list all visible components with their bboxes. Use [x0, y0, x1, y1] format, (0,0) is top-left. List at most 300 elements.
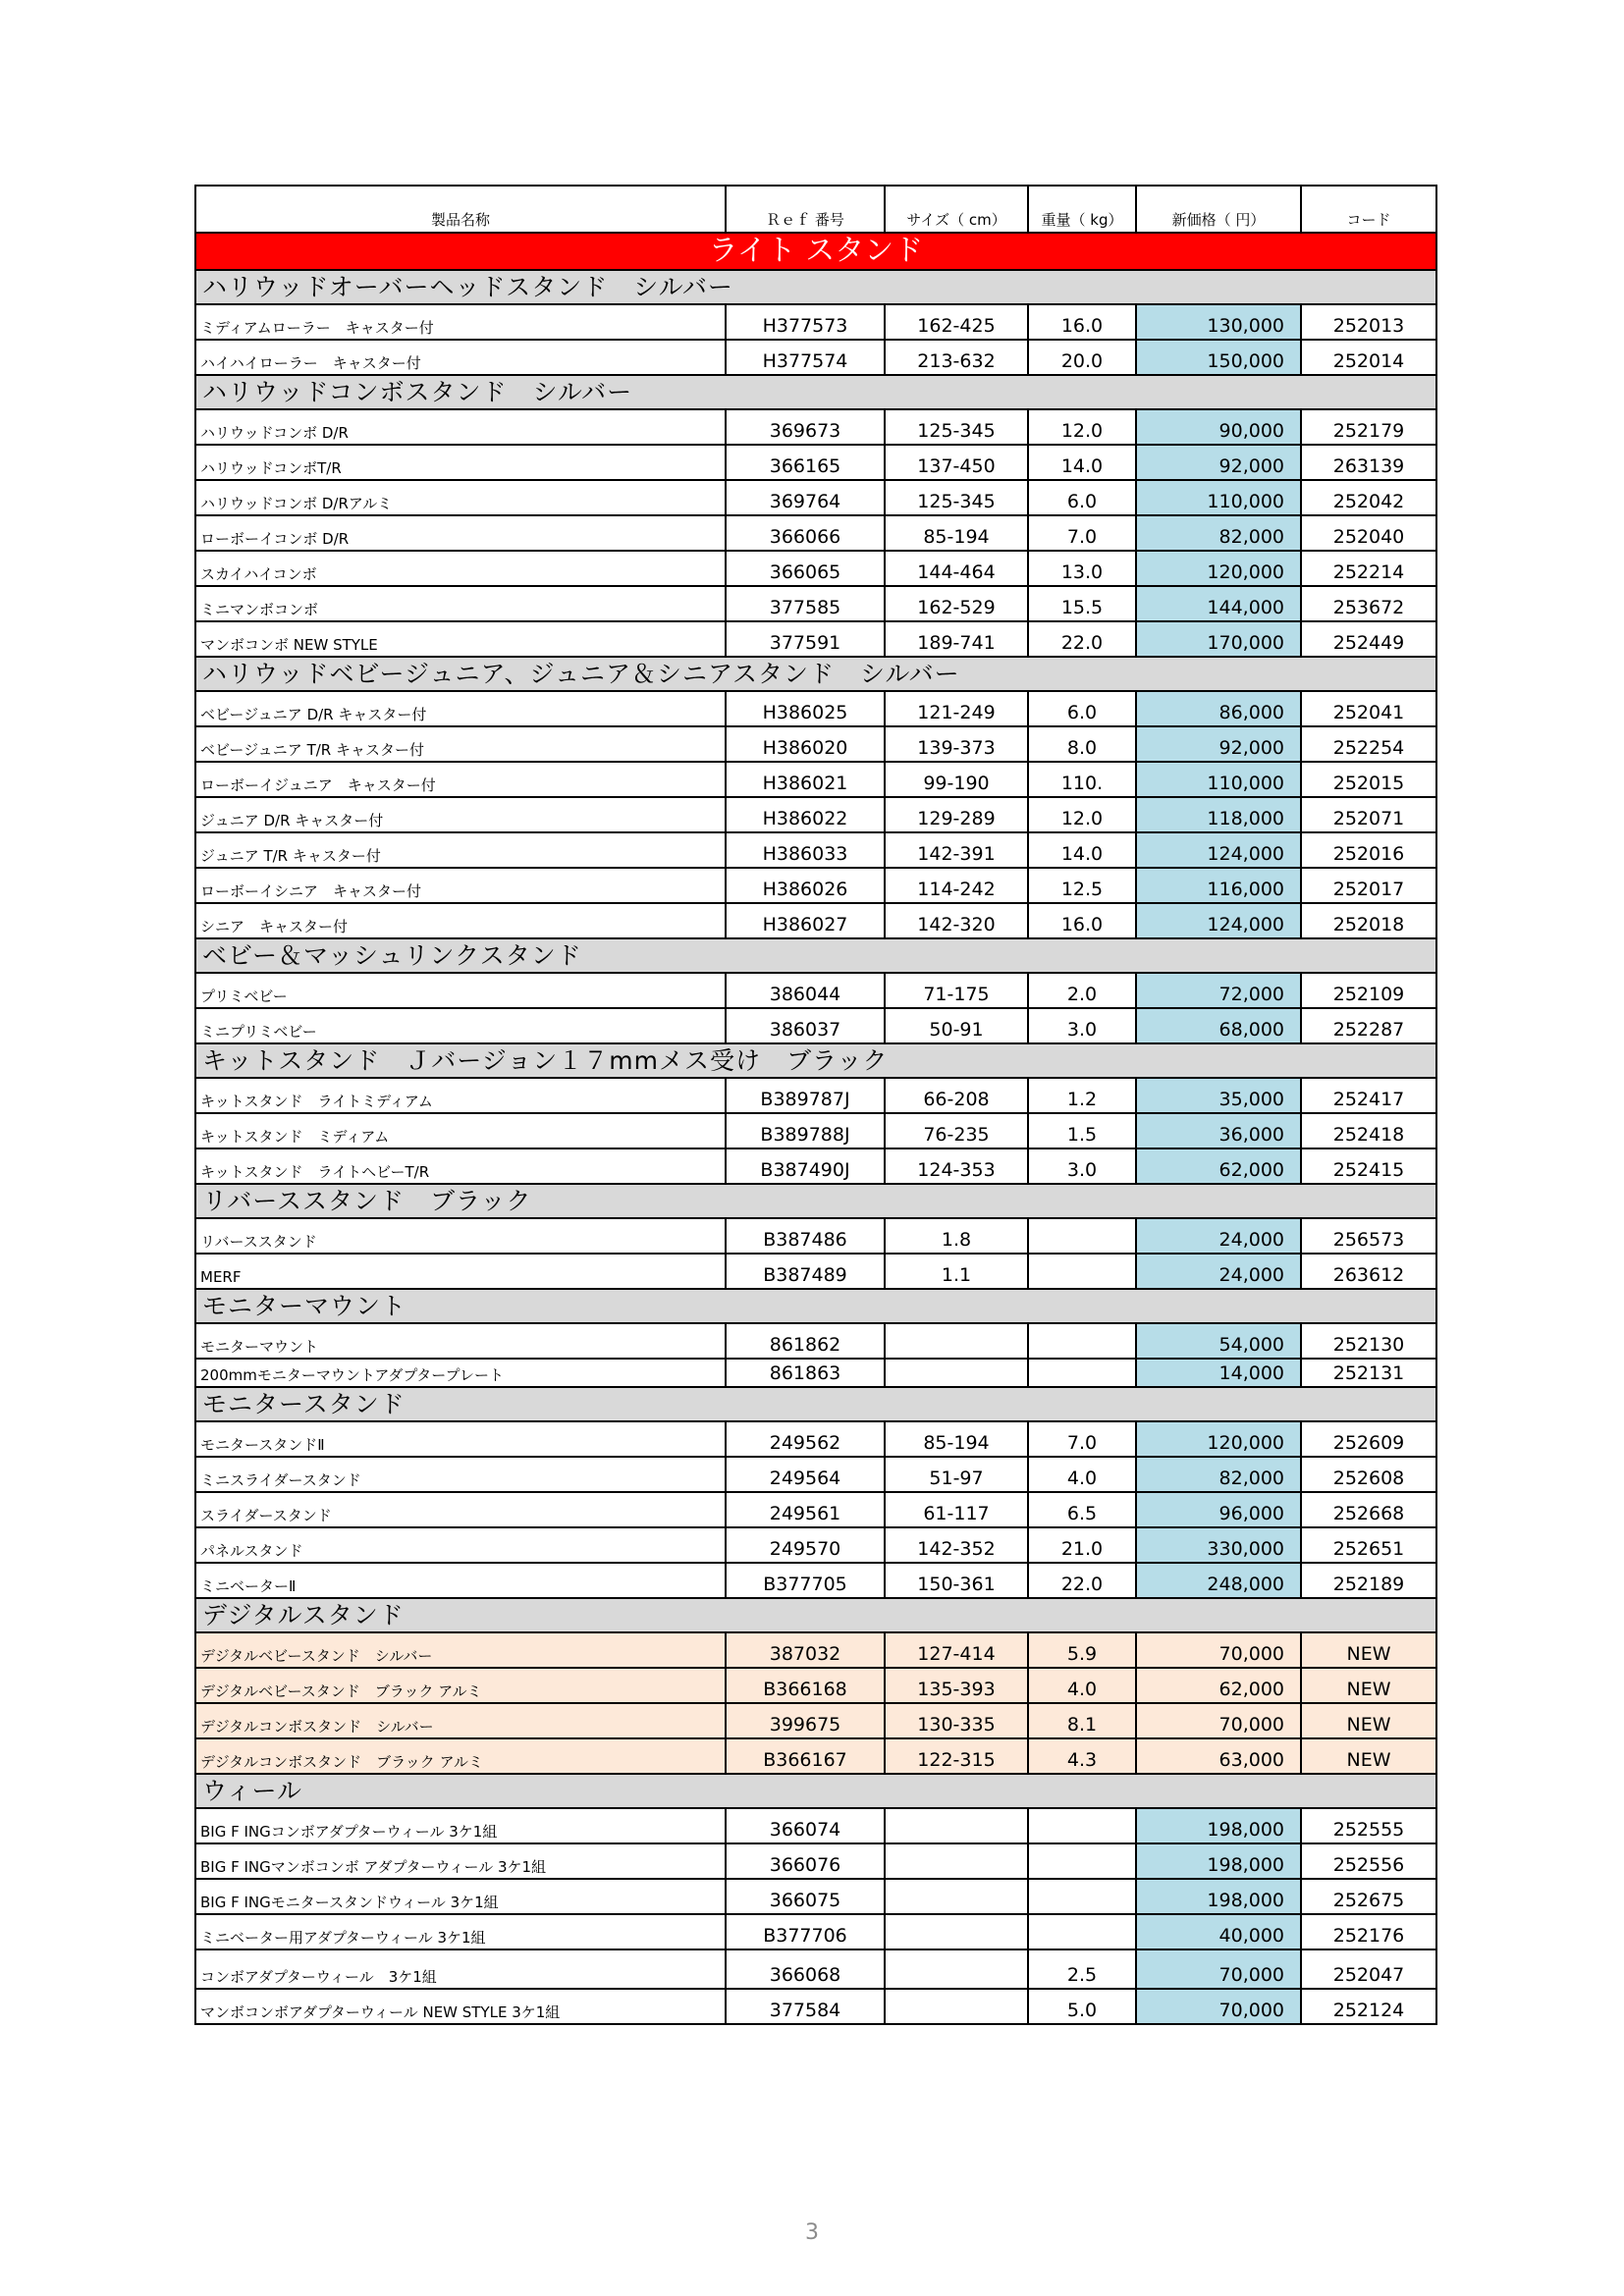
table-row	[195, 726, 1436, 762]
cell-weight: 22.0	[1028, 621, 1136, 657]
cell-size: 135-393	[885, 1668, 1028, 1703]
cell-price: 70,000	[1136, 1949, 1301, 1989]
header-row	[195, 186, 1436, 233]
table-row	[195, 304, 1436, 340]
cell-weight: 3.0	[1028, 1008, 1136, 1043]
cell-ref: 366076	[726, 1843, 885, 1879]
cell-size: 142-320	[885, 903, 1028, 938]
page-number: 3	[805, 2220, 819, 2245]
section-header-row	[195, 938, 1436, 973]
cell-weight: 7.0	[1028, 515, 1136, 551]
cell-weight: 1.5	[1028, 1113, 1136, 1148]
section-header-row	[195, 270, 1436, 304]
cell-price: 68,000	[1136, 1008, 1301, 1043]
cell-name: ローボーイジュニア キャスター付	[195, 762, 726, 797]
table-row	[195, 1421, 1436, 1457]
cell-price: 198,000	[1136, 1879, 1301, 1914]
table-row	[195, 1879, 1436, 1914]
cell-size: 137-450	[885, 445, 1028, 480]
cell-ref: B377706	[726, 1914, 885, 1949]
cell-price: 144,000	[1136, 586, 1301, 621]
cell-ref: H386027	[726, 903, 885, 938]
cell-price: 92,000	[1136, 445, 1301, 480]
cell-ref: B387490J	[726, 1148, 885, 1184]
cell-name: スカイハイコンボ	[195, 551, 726, 586]
cell-code: 252018	[1301, 903, 1436, 938]
cell-weight: 12.0	[1028, 409, 1136, 445]
cell-name: BIG F INGマンボコンボ アダプターウィール 3ケ1組	[195, 1843, 726, 1879]
cell-weight: 12.0	[1028, 797, 1136, 832]
table-row	[195, 1808, 1436, 1843]
table-row	[195, 762, 1436, 797]
cell-name: ミディアムローラー キャスター付	[195, 304, 726, 340]
cell-code: 252418	[1301, 1113, 1436, 1148]
cell-code: 252179	[1301, 409, 1436, 445]
table-row	[195, 1914, 1436, 1949]
cell-name: ジュニア T/R キャスター付	[195, 832, 726, 868]
table-row	[195, 797, 1436, 832]
section-header-row	[195, 1598, 1436, 1632]
cell-size: 213-632	[885, 340, 1028, 375]
cell-size: 114-242	[885, 868, 1028, 903]
table-row	[195, 551, 1436, 586]
category-banner: ライト スタンド	[195, 233, 1436, 270]
cell-ref: H377573	[726, 304, 885, 340]
cell-code: 252109	[1301, 973, 1436, 1008]
cell-ref: 369673	[726, 409, 885, 445]
cell-price: 110,000	[1136, 480, 1301, 515]
cell-name: マンボコンボアダプターウィール NEW STYLE 3ケ1組	[195, 1989, 726, 2024]
cell-price: 62,000	[1136, 1668, 1301, 1703]
cell-weight: 14.0	[1028, 832, 1136, 868]
section-title: ハリウッドオーバーヘッドスタンド シルバー	[195, 270, 1436, 304]
cell-size: 85-194	[885, 515, 1028, 551]
cell-ref: 386044	[726, 973, 885, 1008]
cell-name: ハリウッドコンボ D/R	[195, 409, 726, 445]
cell-code: 252013	[1301, 304, 1436, 340]
cell-ref: B389787J	[726, 1078, 885, 1113]
cell-size: 66-208	[885, 1078, 1028, 1113]
cell-code: 252608	[1301, 1457, 1436, 1492]
header-ref: Ｒｅｆ 番号	[726, 186, 885, 233]
section-header-row	[195, 1774, 1436, 1808]
cell-weight	[1028, 1808, 1136, 1843]
cell-ref: B389788J	[726, 1113, 885, 1148]
section-header-row	[195, 1387, 1436, 1421]
cell-size: 122-315	[885, 1738, 1028, 1774]
table-row	[195, 1738, 1436, 1774]
cell-code: 252124	[1301, 1989, 1436, 2024]
table-row	[195, 1703, 1436, 1738]
cell-size: 150-361	[885, 1563, 1028, 1598]
cell-ref: 399675	[726, 1703, 885, 1738]
cell-weight: 7.0	[1028, 1421, 1136, 1457]
cell-size: 142-352	[885, 1527, 1028, 1563]
cell-ref: 366165	[726, 445, 885, 480]
cell-price: 36,000	[1136, 1113, 1301, 1148]
table-row	[195, 515, 1436, 551]
cell-name: キットスタンド ライトミディアム	[195, 1078, 726, 1113]
cell-price: 118,000	[1136, 797, 1301, 832]
cell-weight: 6.0	[1028, 691, 1136, 726]
cell-size: 1.8	[885, 1218, 1028, 1254]
cell-weight: 2.0	[1028, 973, 1136, 1008]
header-weight: 重量（ kg）	[1028, 186, 1136, 233]
section-header-row	[195, 1184, 1436, 1218]
header-code: コード	[1301, 186, 1436, 233]
cell-name: シニア キャスター付	[195, 903, 726, 938]
cell-name: キットスタンド ミディアム	[195, 1113, 726, 1148]
cell-ref: 386037	[726, 1008, 885, 1043]
cell-weight: 6.5	[1028, 1492, 1136, 1527]
section-title: モニターマウント	[195, 1289, 1436, 1323]
cell-weight: 8.0	[1028, 726, 1136, 762]
price-list-table	[194, 185, 1437, 2025]
table-row	[195, 903, 1436, 938]
cell-price: 70,000	[1136, 1632, 1301, 1668]
cell-code: 252017	[1301, 868, 1436, 903]
cell-size: 76-235	[885, 1113, 1028, 1148]
cell-price: 248,000	[1136, 1563, 1301, 1598]
cell-price: 24,000	[1136, 1254, 1301, 1289]
cell-weight: 110.	[1028, 762, 1136, 797]
header-price: 新価格（ 円）	[1136, 186, 1301, 233]
section-title: ハリウッドコンボスタンド シルバー	[195, 375, 1436, 409]
category-banner-row	[195, 233, 1436, 270]
cell-code: 252016	[1301, 832, 1436, 868]
cell-size: 50-91	[885, 1008, 1028, 1043]
cell-size: 51-97	[885, 1457, 1028, 1492]
cell-name: ハリウッドコンボ D/Rアルミ	[195, 480, 726, 515]
cell-size	[885, 1949, 1028, 1989]
cell-name: ハイハイローラー キャスター付	[195, 340, 726, 375]
cell-name: BIG F INGコンボアダプターウィール 3ケ1組	[195, 1808, 726, 1843]
cell-price: 72,000	[1136, 973, 1301, 1008]
cell-ref: 377584	[726, 1989, 885, 2024]
cell-code: 252555	[1301, 1808, 1436, 1843]
cell-size	[885, 1323, 1028, 1359]
table-row	[195, 1527, 1436, 1563]
cell-name: スライダースタンド	[195, 1492, 726, 1527]
cell-ref: B377705	[726, 1563, 885, 1598]
cell-size	[885, 1989, 1028, 2024]
cell-weight: 13.0	[1028, 551, 1136, 586]
cell-price: 120,000	[1136, 551, 1301, 586]
cell-price: 70,000	[1136, 1989, 1301, 2024]
cell-ref: 369764	[726, 480, 885, 515]
table-row	[195, 832, 1436, 868]
cell-price: 24,000	[1136, 1218, 1301, 1254]
cell-code: 263612	[1301, 1254, 1436, 1289]
cell-code: NEW	[1301, 1668, 1436, 1703]
section-title: キットスタンド Ｊバージョン１７mmメス受け ブラック	[195, 1043, 1436, 1078]
cell-code: 252415	[1301, 1148, 1436, 1184]
cell-ref: 377585	[726, 586, 885, 621]
cell-price: 35,000	[1136, 1078, 1301, 1113]
section-title: ベビー＆マッシュリンクスタンド	[195, 938, 1436, 973]
cell-code: 253672	[1301, 586, 1436, 621]
section-header-row	[195, 375, 1436, 409]
cell-price: 40,000	[1136, 1914, 1301, 1949]
cell-ref: 387032	[726, 1632, 885, 1668]
table-row	[195, 621, 1436, 657]
cell-weight	[1028, 1359, 1136, 1387]
cell-weight: 1.2	[1028, 1078, 1136, 1113]
table-row	[195, 1668, 1436, 1703]
cell-weight: 16.0	[1028, 304, 1136, 340]
cell-weight	[1028, 1323, 1136, 1359]
cell-weight: 14.0	[1028, 445, 1136, 480]
cell-code: 256573	[1301, 1218, 1436, 1254]
table-row	[195, 1323, 1436, 1359]
cell-code: 252287	[1301, 1008, 1436, 1043]
cell-weight: 20.0	[1028, 340, 1136, 375]
cell-price: 124,000	[1136, 832, 1301, 868]
table-row	[195, 1632, 1436, 1668]
section-header-row	[195, 1043, 1436, 1078]
cell-code: 252449	[1301, 621, 1436, 657]
cell-price: 54,000	[1136, 1323, 1301, 1359]
cell-size: 124-353	[885, 1148, 1028, 1184]
cell-size: 144-464	[885, 551, 1028, 586]
cell-size: 71-175	[885, 973, 1028, 1008]
cell-price: 70,000	[1136, 1703, 1301, 1738]
table-row	[195, 868, 1436, 903]
table-row	[195, 586, 1436, 621]
cell-code: 252675	[1301, 1879, 1436, 1914]
cell-weight	[1028, 1218, 1136, 1254]
cell-price: 92,000	[1136, 726, 1301, 762]
table-row	[195, 973, 1436, 1008]
cell-weight: 4.3	[1028, 1738, 1136, 1774]
cell-name: ミニベーター用アダプターウィール 3ケ1組	[195, 1914, 726, 1949]
table-row	[195, 1113, 1436, 1148]
cell-weight: 21.0	[1028, 1527, 1136, 1563]
cell-name: コンボアダプターウィール 3ケ1組	[195, 1949, 726, 1989]
cell-ref: B387486	[726, 1218, 885, 1254]
table-row	[195, 1492, 1436, 1527]
cell-code: 252189	[1301, 1563, 1436, 1598]
cell-ref: 249564	[726, 1457, 885, 1492]
cell-size	[885, 1359, 1028, 1387]
cell-ref: 861862	[726, 1323, 885, 1359]
cell-weight: 12.5	[1028, 868, 1136, 903]
cell-ref: H386021	[726, 762, 885, 797]
cell-price: 14,000	[1136, 1359, 1301, 1387]
cell-size	[885, 1879, 1028, 1914]
cell-size: 125-345	[885, 409, 1028, 445]
cell-code: 252556	[1301, 1843, 1436, 1879]
table-row	[195, 1148, 1436, 1184]
table-row	[195, 1563, 1436, 1598]
cell-ref: 366066	[726, 515, 885, 551]
section-title: リバーススタンド ブラック	[195, 1184, 1436, 1218]
cell-ref: H377574	[726, 340, 885, 375]
cell-name: ローボーイシニア キャスター付	[195, 868, 726, 903]
table-row	[195, 1078, 1436, 1113]
cell-weight: 3.0	[1028, 1148, 1136, 1184]
table-row	[195, 1457, 1436, 1492]
cell-name: パネルスタンド	[195, 1527, 726, 1563]
cell-weight	[1028, 1914, 1136, 1949]
cell-code: 252071	[1301, 797, 1436, 832]
cell-price: 150,000	[1136, 340, 1301, 375]
cell-price: 130,000	[1136, 304, 1301, 340]
table-row	[195, 409, 1436, 445]
section-title: ハリウッドベビージュニア、ジュニア＆シニアスタンド シルバー	[195, 657, 1436, 691]
cell-code: 252651	[1301, 1527, 1436, 1563]
section-title: モニタースタンド	[195, 1387, 1436, 1421]
cell-name: デジタルベビースタンド ブラック アルミ	[195, 1668, 726, 1703]
cell-name: 200mmモニターマウントアダプタープレート	[195, 1359, 726, 1387]
cell-price: 124,000	[1136, 903, 1301, 938]
table-row	[195, 1359, 1436, 1387]
cell-size: 162-425	[885, 304, 1028, 340]
table-row	[195, 1949, 1436, 1989]
cell-ref: 366065	[726, 551, 885, 586]
table-row	[195, 1989, 1436, 2024]
cell-name: プリミベビー	[195, 973, 726, 1008]
cell-code: 252040	[1301, 515, 1436, 551]
cell-price: 82,000	[1136, 515, 1301, 551]
cell-code: NEW	[1301, 1703, 1436, 1738]
cell-weight: 5.9	[1028, 1632, 1136, 1668]
cell-price: 63,000	[1136, 1738, 1301, 1774]
section-title: デジタルスタンド	[195, 1598, 1436, 1632]
cell-code: 252417	[1301, 1078, 1436, 1113]
cell-name: MERF	[195, 1254, 726, 1289]
cell-size: 189-741	[885, 621, 1028, 657]
cell-weight: 2.5	[1028, 1949, 1136, 1989]
cell-price: 198,000	[1136, 1843, 1301, 1879]
cell-code: 252668	[1301, 1492, 1436, 1527]
cell-weight	[1028, 1879, 1136, 1914]
cell-size: 142-391	[885, 832, 1028, 868]
cell-price: 90,000	[1136, 409, 1301, 445]
cell-ref: B366168	[726, 1668, 885, 1703]
cell-code: 252131	[1301, 1359, 1436, 1387]
table-row	[195, 1008, 1436, 1043]
table-row	[195, 1218, 1436, 1254]
cell-ref: 366075	[726, 1879, 885, 1914]
cell-price: 330,000	[1136, 1527, 1301, 1563]
header-name: 製品名称	[195, 186, 726, 233]
cell-size: 99-190	[885, 762, 1028, 797]
cell-size: 61-117	[885, 1492, 1028, 1527]
section-header-row	[195, 657, 1436, 691]
table-row	[195, 1254, 1436, 1289]
cell-size: 129-289	[885, 797, 1028, 832]
cell-size: 162-529	[885, 586, 1028, 621]
cell-name: ハリウッドコンボT/R	[195, 445, 726, 480]
table-row	[195, 340, 1436, 375]
cell-ref: 377591	[726, 621, 885, 657]
price-list-body	[195, 186, 1436, 2024]
cell-ref: 366074	[726, 1808, 885, 1843]
cell-weight: 16.0	[1028, 903, 1136, 938]
cell-code: 252015	[1301, 762, 1436, 797]
cell-price: 198,000	[1136, 1808, 1301, 1843]
cell-ref: H386033	[726, 832, 885, 868]
table-row	[195, 691, 1436, 726]
cell-name: キットスタンド ライトヘビーT/R	[195, 1148, 726, 1184]
section-title: ウィール	[195, 1774, 1436, 1808]
cell-name: ミニプリミベビー	[195, 1008, 726, 1043]
cell-weight: 6.0	[1028, 480, 1136, 515]
cell-size: 1.1	[885, 1254, 1028, 1289]
cell-ref: B366167	[726, 1738, 885, 1774]
cell-name: リバーススタンド	[195, 1218, 726, 1254]
cell-code: 252130	[1301, 1323, 1436, 1359]
cell-ref: 249561	[726, 1492, 885, 1527]
cell-name: モニタースタンドⅡ	[195, 1421, 726, 1457]
cell-size: 130-335	[885, 1703, 1028, 1738]
cell-size: 127-414	[885, 1632, 1028, 1668]
cell-price: 116,000	[1136, 868, 1301, 903]
cell-code: NEW	[1301, 1632, 1436, 1668]
cell-name: デジタルコンボスタンド ブラック アルミ	[195, 1738, 726, 1774]
cell-name: デジタルコンボスタンド シルバー	[195, 1703, 726, 1738]
table-row	[195, 445, 1436, 480]
cell-name: マンボコンボ NEW STYLE	[195, 621, 726, 657]
table-row	[195, 480, 1436, 515]
cell-code: 252047	[1301, 1949, 1436, 1989]
cell-name: ミニベーターⅡ	[195, 1563, 726, 1598]
cell-name: ジュニア D/R キャスター付	[195, 797, 726, 832]
cell-ref: H386025	[726, 691, 885, 726]
cell-name: BIG F INGモニタースタンドウィール 3ケ1組	[195, 1879, 726, 1914]
cell-size: 121-249	[885, 691, 1028, 726]
cell-name: ベビージュニア T/R キャスター付	[195, 726, 726, 762]
header-size: サイズ（ cm）	[885, 186, 1028, 233]
cell-code: 263139	[1301, 445, 1436, 480]
cell-ref: 366068	[726, 1949, 885, 1989]
cell-ref: 249562	[726, 1421, 885, 1457]
cell-name: ミニマンボコンボ	[195, 586, 726, 621]
cell-size	[885, 1808, 1028, 1843]
section-header-row	[195, 1289, 1436, 1323]
cell-ref: 861863	[726, 1359, 885, 1387]
cell-code: 252254	[1301, 726, 1436, 762]
cell-name: ミニスライダースタンド	[195, 1457, 726, 1492]
cell-code: 252214	[1301, 551, 1436, 586]
cell-weight: 8.1	[1028, 1703, 1136, 1738]
cell-size: 139-373	[885, 726, 1028, 762]
cell-code: 252014	[1301, 340, 1436, 375]
cell-name: モニターマウント	[195, 1323, 726, 1359]
cell-name: ローボーイコンボ D/R	[195, 515, 726, 551]
cell-size: 125-345	[885, 480, 1028, 515]
cell-weight: 5.0	[1028, 1989, 1136, 2024]
cell-ref: 249570	[726, 1527, 885, 1563]
cell-price: 170,000	[1136, 621, 1301, 657]
cell-weight: 22.0	[1028, 1563, 1136, 1598]
cell-price: 96,000	[1136, 1492, 1301, 1527]
table-row	[195, 1843, 1436, 1879]
cell-ref: H386022	[726, 797, 885, 832]
cell-price: 62,000	[1136, 1148, 1301, 1184]
cell-code: 252609	[1301, 1421, 1436, 1457]
cell-code: 252042	[1301, 480, 1436, 515]
cell-price: 120,000	[1136, 1421, 1301, 1457]
cell-weight	[1028, 1843, 1136, 1879]
cell-code: 252176	[1301, 1914, 1436, 1949]
cell-price: 82,000	[1136, 1457, 1301, 1492]
cell-ref: H386026	[726, 868, 885, 903]
cell-name: ベビージュニア D/R キャスター付	[195, 691, 726, 726]
cell-size	[885, 1914, 1028, 1949]
cell-code: NEW	[1301, 1738, 1436, 1774]
